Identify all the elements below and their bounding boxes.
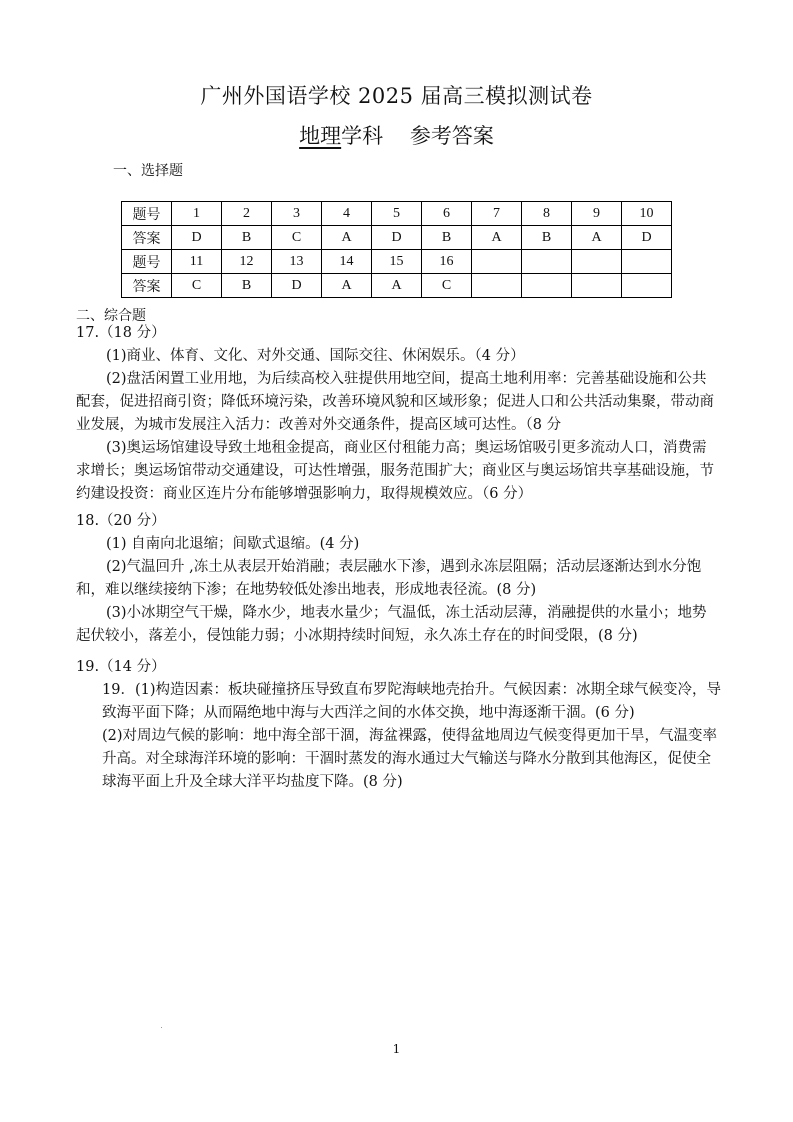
answer-table-row xyxy=(122,226,672,250)
answer-table-cell xyxy=(572,250,622,274)
answer-table-cell: B xyxy=(522,226,572,250)
answer-label: 参考答案 xyxy=(409,124,494,148)
question-17-part-2: (2)盘活闲置工业用地，为后续高校入驻提供用地空间，提高土地利用率：完善基础设施和公共配套，促进招商引资；降低环境污染，改善环境风貌和区域形象；促进人口和公共活动集聚，带动商业发展，为城市发展注入活力：改善对外交通条件，提高区域可达性。（8 分 xyxy=(76,371,714,433)
answer-table-row xyxy=(122,250,672,274)
question-18-part-3: (3)小冰期空气干燥，降水少，地表水量少；气温低，冻土活动层薄，消融提供的水量小；地势起伏较小，落差小，侵蚀能力弱；小冰期持续时间短，永久冻土存在的时间受限，(8 分) xyxy=(76,605,707,644)
answer-table-cell xyxy=(522,274,572,298)
question-17 xyxy=(76,322,721,506)
answer-table-cell: D xyxy=(272,274,322,298)
answer-table-cell: 14 xyxy=(322,250,372,274)
answer-table-cell: 5 xyxy=(372,202,422,226)
answer-table-cell: A xyxy=(472,226,522,250)
answer-table-cell: 4 xyxy=(322,202,372,226)
answer-table-cell: 11 xyxy=(172,250,222,274)
answer-table-row xyxy=(122,202,672,226)
answer-table-row-header: 答案 xyxy=(122,274,172,298)
answer-table-cell xyxy=(472,250,522,274)
answer-table-cell: C xyxy=(272,226,322,250)
answer-table-cell xyxy=(622,274,672,298)
answer-table-cell: 7 xyxy=(472,202,522,226)
question-19-heading: 19.（14 分） xyxy=(76,659,166,675)
answer-table-cell: A xyxy=(322,226,372,250)
answer-table-row-header: 答案 xyxy=(122,226,172,250)
question-18-heading: 18.（20 分） xyxy=(76,513,166,529)
answer-table-cell: 15 xyxy=(372,250,422,274)
section-comprehensive-heading: 二、综合题 xyxy=(76,308,146,324)
answer-table-cell: B xyxy=(422,226,472,250)
question-18-part-1: (1) 自南向北退缩；间歇式退缩。(4 分) xyxy=(106,536,360,552)
subject-name: 地理 xyxy=(299,124,342,148)
question-19 xyxy=(76,656,721,794)
answer-table xyxy=(121,201,672,298)
answer-table-row-header: 题号 xyxy=(122,250,172,274)
answer-table-cell: A xyxy=(372,274,422,298)
answer-table-cell: D xyxy=(372,226,422,250)
answer-table-cell xyxy=(572,274,622,298)
answer-table-cell: C xyxy=(422,274,472,298)
answer-table-cell xyxy=(472,274,522,298)
document-subtitle xyxy=(0,120,793,150)
question-18 xyxy=(76,510,721,648)
answer-table-cell: 13 xyxy=(272,250,322,274)
answer-table-row-header: 题号 xyxy=(122,202,172,226)
answer-table-cell: C xyxy=(172,274,222,298)
answer-table-cell: 12 xyxy=(222,250,272,274)
question-18-part-2: (2)气温回升 ,冻土从表层开始消融；表层融水下渗，遇到永冻层阻隔；活动层逐渐达到水分饱和，难以继续接纳下渗；在地势较低处渗出地表，形成地表径流。(8 分) xyxy=(76,559,702,598)
question-19-part-1: 19．(1)构造因素：板块碰撞挤压导致直布罗陀海峡地壳抬升。气候因素：冰期全球气候变冷，导致海平面下降；从而隔绝地中海与大西洋之间的水体交换，地中海逐渐干涸。(6 分) xyxy=(102,682,721,721)
answer-table-cell: 8 xyxy=(522,202,572,226)
answer-table-cell: 16 xyxy=(422,250,472,274)
answer-table-cell: 9 xyxy=(572,202,622,226)
question-17-heading: 17.（18 分） xyxy=(76,325,166,341)
answer-table-cell: A xyxy=(322,274,372,298)
subject-suffix: 学科 xyxy=(341,124,384,148)
answer-table-cell: B xyxy=(222,274,272,298)
question-17-part-1: (1)商业、体育、文化、对外交通、国际交往、休闲娱乐。（4 分） xyxy=(106,348,525,364)
answer-table-cell xyxy=(522,250,572,274)
answer-table-cell xyxy=(622,250,672,274)
document-title: 广州外国语学校 2025 届高三模拟测试卷 xyxy=(200,84,593,108)
answer-table-cell: B xyxy=(222,226,272,250)
answer-table-cell: 2 xyxy=(222,202,272,226)
answer-table-cell: 1 xyxy=(172,202,222,226)
section-choice-heading: 一、选择题 xyxy=(113,163,183,179)
answer-table-cell: 6 xyxy=(422,202,472,226)
page-number: 1 xyxy=(392,1042,401,1056)
answer-table-cell: 3 xyxy=(272,202,322,226)
answer-table-cell: 10 xyxy=(622,202,672,226)
answer-table-cell: D xyxy=(172,226,222,250)
answer-table-cell: A xyxy=(572,226,622,250)
question-17-part-3: (3)奥运场馆建设导致土地租金提高，商业区付租能力高；奥运场馆吸引更多流动人口，消费需求增长；奥运场馆带动交通建设，可达性增强，服务范围扩大；商业区与奥运场馆共享基础设施，节约建设投资：商业区连片分布能够增强影响力，取得规模效应。（6 分） xyxy=(76,440,714,502)
scan-speck xyxy=(161,1027,162,1028)
answer-table-row xyxy=(122,274,672,298)
answer-table-cell: D xyxy=(622,226,672,250)
question-19-part-2: (2)对周边气候的影响：地中海全部干涸，海盆裸露，使得盆地周边气候变得更加干旱，气温变率升高。对全球海洋环境的影响：干涸时蒸发的海水通过大气输送与降水分散到其他海区，促使全球海平面上升及全球大洋平均盐度下降。(8 分) xyxy=(102,728,718,790)
